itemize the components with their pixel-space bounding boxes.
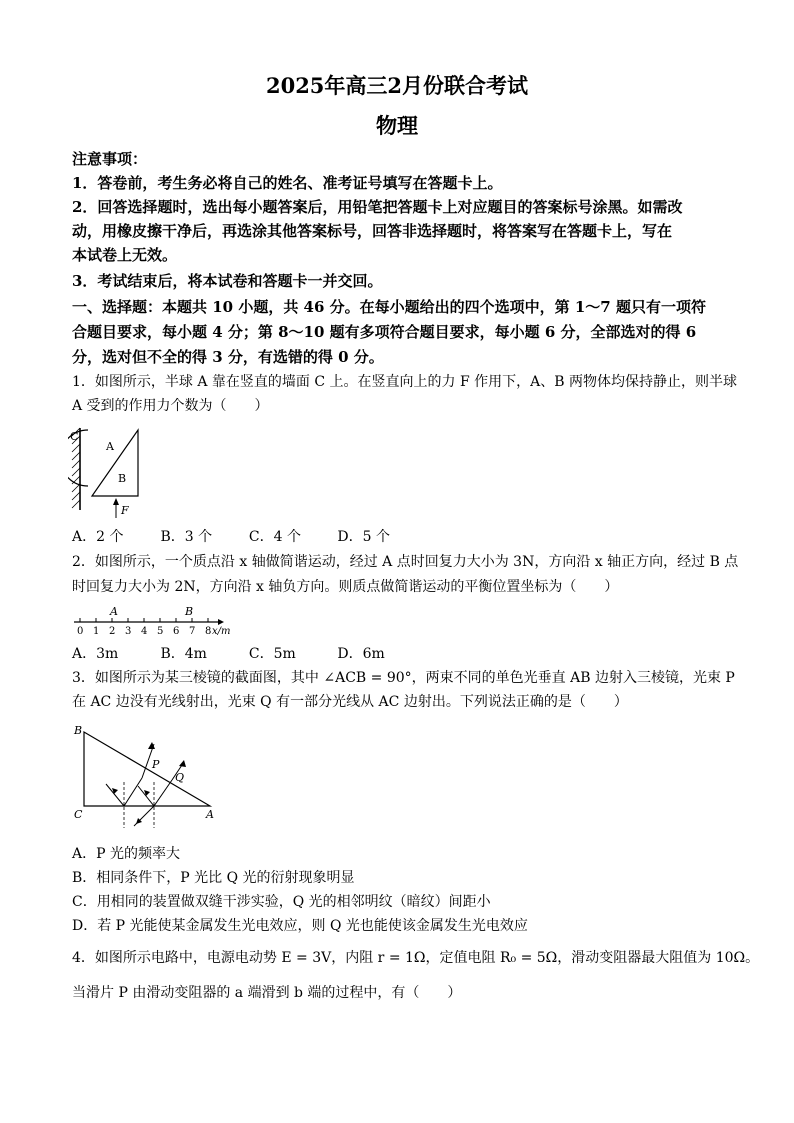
q3-label-p: P (152, 758, 160, 771)
subject-title: 物理 (376, 113, 418, 138)
q1-option-b[interactable]: B．3 个 (160, 529, 213, 545)
q1-label-f: F (121, 504, 129, 517)
q2-tick-label: 2 (109, 626, 116, 637)
q2-options (72, 643, 385, 663)
q2-tick-label: 1 (93, 626, 100, 637)
q2-tick-label: 0 (77, 626, 84, 637)
note-item-1: 1．答卷前，考生务必将自己的姓名、准考证号填写在答题卡上。 (72, 174, 503, 192)
q2-option-b[interactable]: B．4m (160, 646, 207, 662)
q4-stem-line-1: 4．如图所示电路中，电源电动势 E = 3V，内阻 r = 1Ω，定值电阻 R₀ = 5Ω，滑动变阻器最大阻值为 10Ω。 (72, 950, 760, 966)
q2-stem-line-2: 时回复力大小为 2N，方向沿 x 轴负方向。则质点做简谐运动的平衡位置坐标为（ ） (72, 579, 619, 595)
q2-option-a[interactable]: A．3m (72, 646, 119, 662)
q2-axis-unit: x/m (212, 626, 231, 637)
note-item-3: 3．考试结束后，将本试卷和答题卡一并交回。 (72, 272, 383, 290)
q3-option-a[interactable]: A．P 光的频率大 (72, 846, 180, 862)
section1-line-1: 一、选择题：本题共 10 小题，共 46 分。在每小题给出的四个选项中，第 1～7 题只有一项符 (72, 298, 706, 316)
q3-stem-line-2: 在 AC 边没有光线射出，光束 Q 有一部分光线从 AC 边射出。下列说法正确的是（ ） (72, 694, 628, 710)
note-item-2-line-3: 本试卷上无效。 (72, 246, 178, 264)
notes-heading: 注意事项： (72, 150, 148, 168)
q2-option-c[interactable]: C．5m (248, 646, 296, 662)
q2-point-b: B (185, 605, 194, 618)
q3-prism-figure (72, 722, 222, 832)
q2-tick-label: 3 (125, 626, 132, 637)
q3-option-d[interactable]: D．若 P 光能使某金属发生光电效应，则 Q 光也能使该金属发生光电效应 (72, 918, 528, 934)
note-item-2-line-2: 动，用橡皮擦干净后，再选涂其他答案标号，回答非选择题时，将答案写在答题卡上，写在 (72, 222, 673, 240)
q1-stem-line-2: A 受到的作用力个数为（ ） (72, 398, 269, 414)
q1-option-a[interactable]: A．2 个 (72, 529, 124, 545)
q3-label-q: Q (175, 771, 185, 784)
q2-axis-figure (72, 604, 252, 638)
q3-option-c[interactable]: C．用相同的装置做双缝干涉实验，Q 光的相邻明纹（暗纹）间距小 (72, 894, 491, 910)
q1-stem-line-1: 1．如图所示，半球 A 靠在竖直的墙面 C 上。在竖直向上的力 F 作用下，A、B 两物体均保持静止，则半球 (72, 374, 737, 390)
q3-option-b[interactable]: B．相同条件下，P 光比 Q 光的衍射现象明显 (72, 870, 355, 886)
q3-label-c: C (74, 808, 83, 821)
q2-tick-label: 8 (205, 626, 212, 637)
q2-tick-label: 6 (173, 626, 180, 637)
q1-label-c: C (70, 430, 79, 443)
q1-option-c[interactable]: C．4 个 (248, 529, 301, 545)
q2-option-d[interactable]: D．6m (337, 646, 385, 662)
q2-tick-label: 5 (157, 626, 164, 637)
note-item-2-line-1: 2．回答选择题时，选出每小题答案后，用铅笔把答题卡上对应题目的答案标号涂黑。如需改 (72, 198, 683, 216)
q1-figure (68, 424, 158, 520)
section1-line-3: 分，选对但不全的得 3 分，有选错的得 0 分。 (72, 348, 384, 366)
q2-stem-line-1: 2．如图所示，一个质点沿 x 轴做简谐运动，经过 A 点时回复力大小为 3N，方向沿 x 轴正方向，经过 B 点 (72, 554, 739, 570)
q3-label-b: B (74, 724, 83, 737)
q4-stem-line-2: 当滑片 P 由滑动变阻器的 a 端滑到 b 端的过程中，有（ ） (72, 985, 462, 1001)
exam-title: 2025年高三2月份联合考试 (265, 73, 529, 98)
q1-options (72, 526, 390, 546)
q2-point-a: A (110, 605, 118, 618)
q3-label-a: A (206, 808, 214, 821)
q3-stem-line-1: 3．如图所示为某三棱镜的截面图，其中 ∠ACB = 90°，两束不同的单色光垂直 AB 边射入三棱镜，光束 P (72, 670, 735, 686)
q2-ticks (77, 618, 211, 637)
q2-tick-label: 7 (189, 626, 196, 637)
q1-option-d[interactable]: D．5 个 (337, 529, 390, 545)
q2-tick-label: 4 (141, 626, 148, 637)
q1-label-a: A (106, 440, 114, 453)
section1-line-2: 合题目要求，每小题 4 分；第 8～10 题有多项符合题目要求，每小题 6 分，全部选对的得 6 (72, 323, 697, 341)
q1-label-b: B (118, 472, 127, 485)
